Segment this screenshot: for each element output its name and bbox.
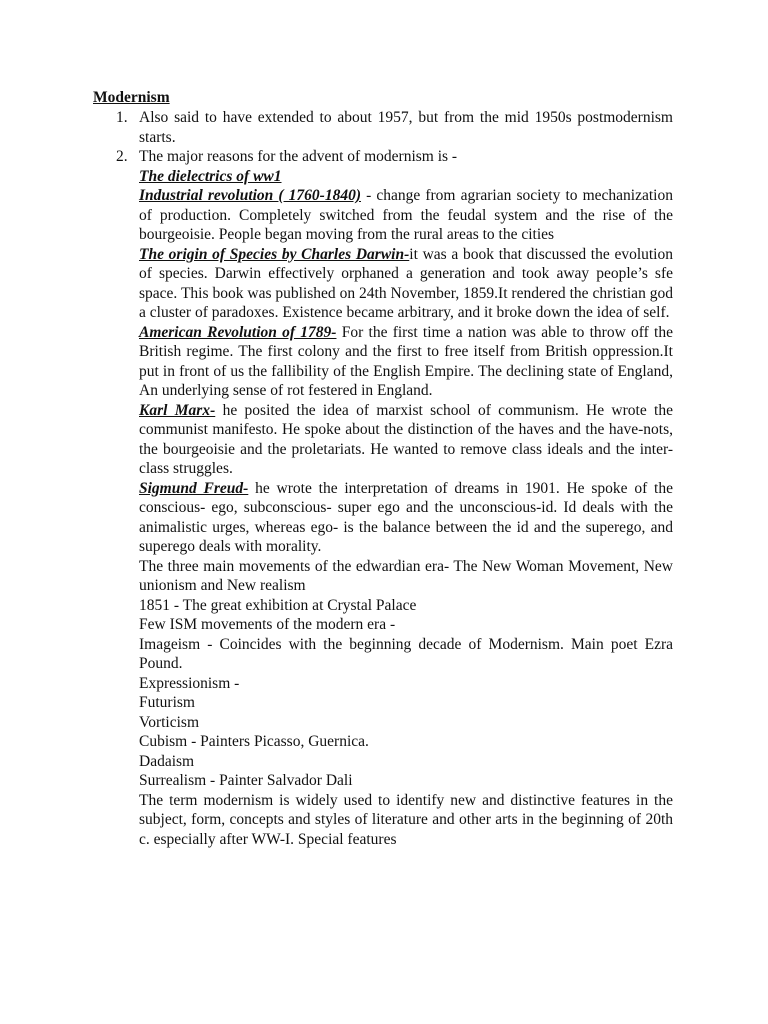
- section-heading: Sigmund Freud-: [139, 479, 249, 497]
- section-ww1: [139, 167, 673, 187]
- section-heading: Industrial revolution ( 1760-1840): [139, 187, 361, 204]
- paragraph-great-exhibition: 1851 - The great exhibition at Crystal Palace: [139, 596, 417, 614]
- paragraph-ism-intro: Few ISM movements of the modern era -: [139, 616, 396, 633]
- section-heading: The origin of Species by Charles Darwin-: [139, 245, 410, 263]
- section-body: he posited the idea of marxist school of communism. He wrote the communist manifesto. He spoke about the distinction of the haves and the have-nots, the bourgeoisie and the proletariats. He wanted to remove class ideals and the inter-class struggles.: [139, 401, 673, 477]
- list-item-text: Also said to have extended to about 1957, but from the mid 1950s postmodernism starts.: [139, 109, 673, 146]
- section-industrial-revolution: [139, 186, 673, 245]
- paragraph-dadaism: Dadaism: [139, 752, 195, 770]
- section-heading: American Revolution of 1789-: [139, 323, 337, 341]
- paragraph-imageism: Imageism - Coincides with the beginning decade of Modernism. Main poet Ezra Pound.: [139, 635, 673, 672]
- document-title: Modernism: [93, 89, 170, 106]
- list-item: [116, 147, 673, 849]
- section-karl-marx: [139, 401, 673, 479]
- section-body: For the first time a nation was able to throw off the British regime. The first colony and the first to free itself from British oppression.It put in front of us the fallibility of the English Empire. The declining state of England, An underlying sense of rot festered in England.: [139, 323, 673, 399]
- paragraph-expressionism: Expressionism -: [139, 674, 240, 692]
- paragraph-futurism: Futurism: [139, 694, 195, 711]
- list-item-number: 2.: [116, 148, 128, 165]
- list-item-text: The major reasons for the advent of modernism is -: [139, 148, 458, 165]
- paragraph-cubism: Cubism - Painters Picasso, Guernica.: [139, 733, 369, 750]
- paragraph-edwardian-movements: The three main movements of the edwardian era- The New Woman Movement, New unionism and New realism: [139, 557, 673, 594]
- section-sigmund-freud: [139, 479, 673, 557]
- list-item-number: 1.: [116, 109, 128, 126]
- paragraph-surrealism: Surrealism - Painter Salvador Dali: [139, 772, 353, 789]
- section-body: it was a book that discussed the evolution of species. Darwin effectively orphaned a generation and took away people’s sfe space. This book was published on 24th November, 1859.It rendered the christian god a cluster of paradoxes. Existence became arbitrary, and it broke down the idea of self.: [139, 245, 673, 321]
- paragraph-vorticism: Vorticism: [139, 713, 199, 731]
- paragraph-closing: The term modernism is widely used to identify new and distinctive features in the subject, form, concepts and styles of literature and other arts in the beginning of 20th c. especially after WW-I. Special features: [139, 791, 673, 848]
- reasons-list: [116, 108, 673, 849]
- section-american-revolution: [139, 323, 673, 401]
- list-item: [116, 108, 673, 147]
- section-body: - change from agrarian society to mechanization of production. Completely switched from the feudal system and the rise of the bourgeoisie. People began moving from the rural areas to the cities: [139, 187, 673, 243]
- section-heading: The dielectrics of ww1: [139, 167, 282, 185]
- section-origin-of-species: [139, 245, 673, 323]
- section-body: he wrote the interpretation of dreams in 1901. He spoke of the conscious- ego, subconscious- super ego and the unconscious-id. Id deals with the animalistic urges, whereas ego- is the balance between the id and the superego, and superego deals with morality.: [139, 479, 673, 555]
- section-heading: Karl Marx-: [139, 401, 216, 419]
